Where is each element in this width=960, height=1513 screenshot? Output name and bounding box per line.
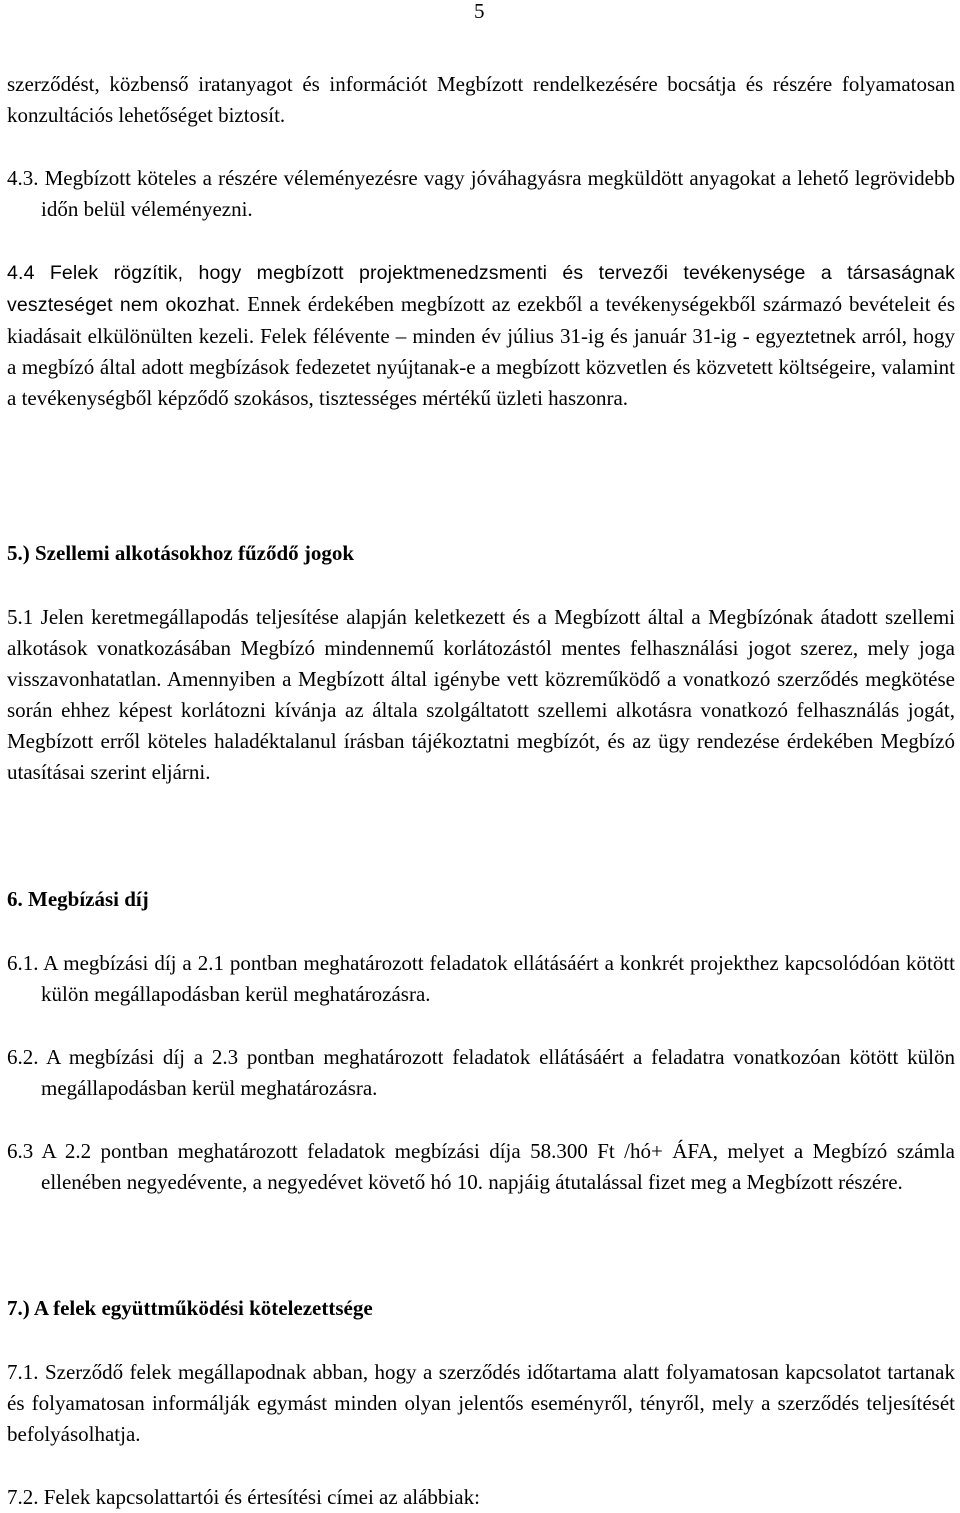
section-4-4-sans-part: 4.4 Felek rögzítik, hogy megbízott projektmenedzsmenti és tervezői tevékenysége a társaságnak veszteséget nem okozhat. <box>7 262 955 316</box>
section-4-4-serif-part: Ennek érdekében megbízott az ezekből a tevékenységekből származó bevételeit és kiadásait elkülönülten kezeli. Felek félévente – minden év július 31-ig és január 31-ig - egyeztetnek arról, hogy a megbízó által adott megbízások fedezetet nyújtanak-e a megbízott közvetlen és közvetett költségeire, valamint a tevékenységből képződő szokásos, tisztességes mértékű üzleti haszonra. <box>7 292 955 410</box>
section-4-4-block <box>7 257 955 414</box>
intro-paragraph: szerződést, közbenső iratanyagot és információt Megbízott rendelkezésére bocsátja és részére folyamatosan konzultációs lehetőséget biztosít. <box>7 72 955 127</box>
section-6-1-paragraph: 6.1. A megbízási díj a 2.1 pontban meghatározott feladatok ellátásáért a konkrét projekthez kapcsolódóan kötött külön megállapodásban kerül meghatározásra. <box>7 951 955 1006</box>
section-5-1-paragraph: 5.1 Jelen keretmegállapodás teljesítése alapján keletkezett és a Megbízott által a Megbízónak átadott szellemi alkotások vonatkozásában Megbízó mindennemű korlátozástól mentes felhasználási jogot szerez, mely joga visszavonhatatlan. Amennyiben a Megbízott által igénybe vett közreműködő a vonatkozó szerződés megkötése során ehhez képest korlátozni kívánja az általa szolgáltatott szellemi alkotásra vonatkozó felhasználás jogát, Megbízott erről köteles haladéktalanul írásban tájékoztatni megbízót, és az ügy rendezése érdekében Megbízó utasításai szerint eljárni. <box>7 605 955 784</box>
page-number: 5 <box>474 0 485 23</box>
section-5-heading: 5.) Szellemi alkotásokhoz fűződő jogok <box>7 541 355 565</box>
section-6-1-block <box>7 948 955 1010</box>
section-6-3-paragraph: 6.3 A 2.2 pontban meghatározott feladatok megbízási díja 58.300 Ft /hó+ ÁFA, melyet a Megbízó számla ellenében negyedévente, a negyedévet követő hó 10. napjáig átutalással fizet meg a Megbízott részére. <box>7 1139 955 1194</box>
section-6-2-block <box>7 1042 955 1104</box>
section-7-2-paragraph: 7.2. Felek kapcsolattartói és értesítési címei az alábbiak: <box>7 1485 480 1509</box>
section-5-heading-block <box>7 538 955 569</box>
section-7-heading-block <box>7 1293 955 1324</box>
section-4-3-paragraph: 4.3. Megbízott köteles a részére véleményezésre vagy jóváhagyásra megküldött anyagokat a lehető legrövidebb időn belül véleményezni. <box>7 166 955 221</box>
section-7-1-paragraph: 7.1. Szerződő felek megállapodnak abban, hogy a szerződés időtartama alatt folyamatosan kapcsolatot tartanak és folyamatosan informálják egymást minden olyan jelentős eseményről, tényről, mely a szerződés teljesítését befolyásolhatja. <box>7 1360 955 1446</box>
section-4-4-paragraph <box>7 257 955 414</box>
section-7-heading: 7.) A felek együttműködési kötelezettsége <box>7 1296 373 1320</box>
section-4-3-block <box>7 163 955 225</box>
section-6-2-paragraph: 6.2. A megbízási díj a 2.3 pontban meghatározott feladatok ellátásáért a feladatra vonatkozóan kötött külön megállapodásban kerül meghatározásra. <box>7 1045 955 1100</box>
section-6-heading-block <box>7 884 955 915</box>
intro-paragraph-block <box>7 69 955 131</box>
section-5-1-block <box>7 602 955 788</box>
section-7-2-block <box>7 1482 955 1513</box>
section-6-3-block <box>7 1136 955 1198</box>
section-6-heading: 6. Megbízási díj <box>7 887 149 911</box>
section-7-1-block <box>7 1357 955 1450</box>
